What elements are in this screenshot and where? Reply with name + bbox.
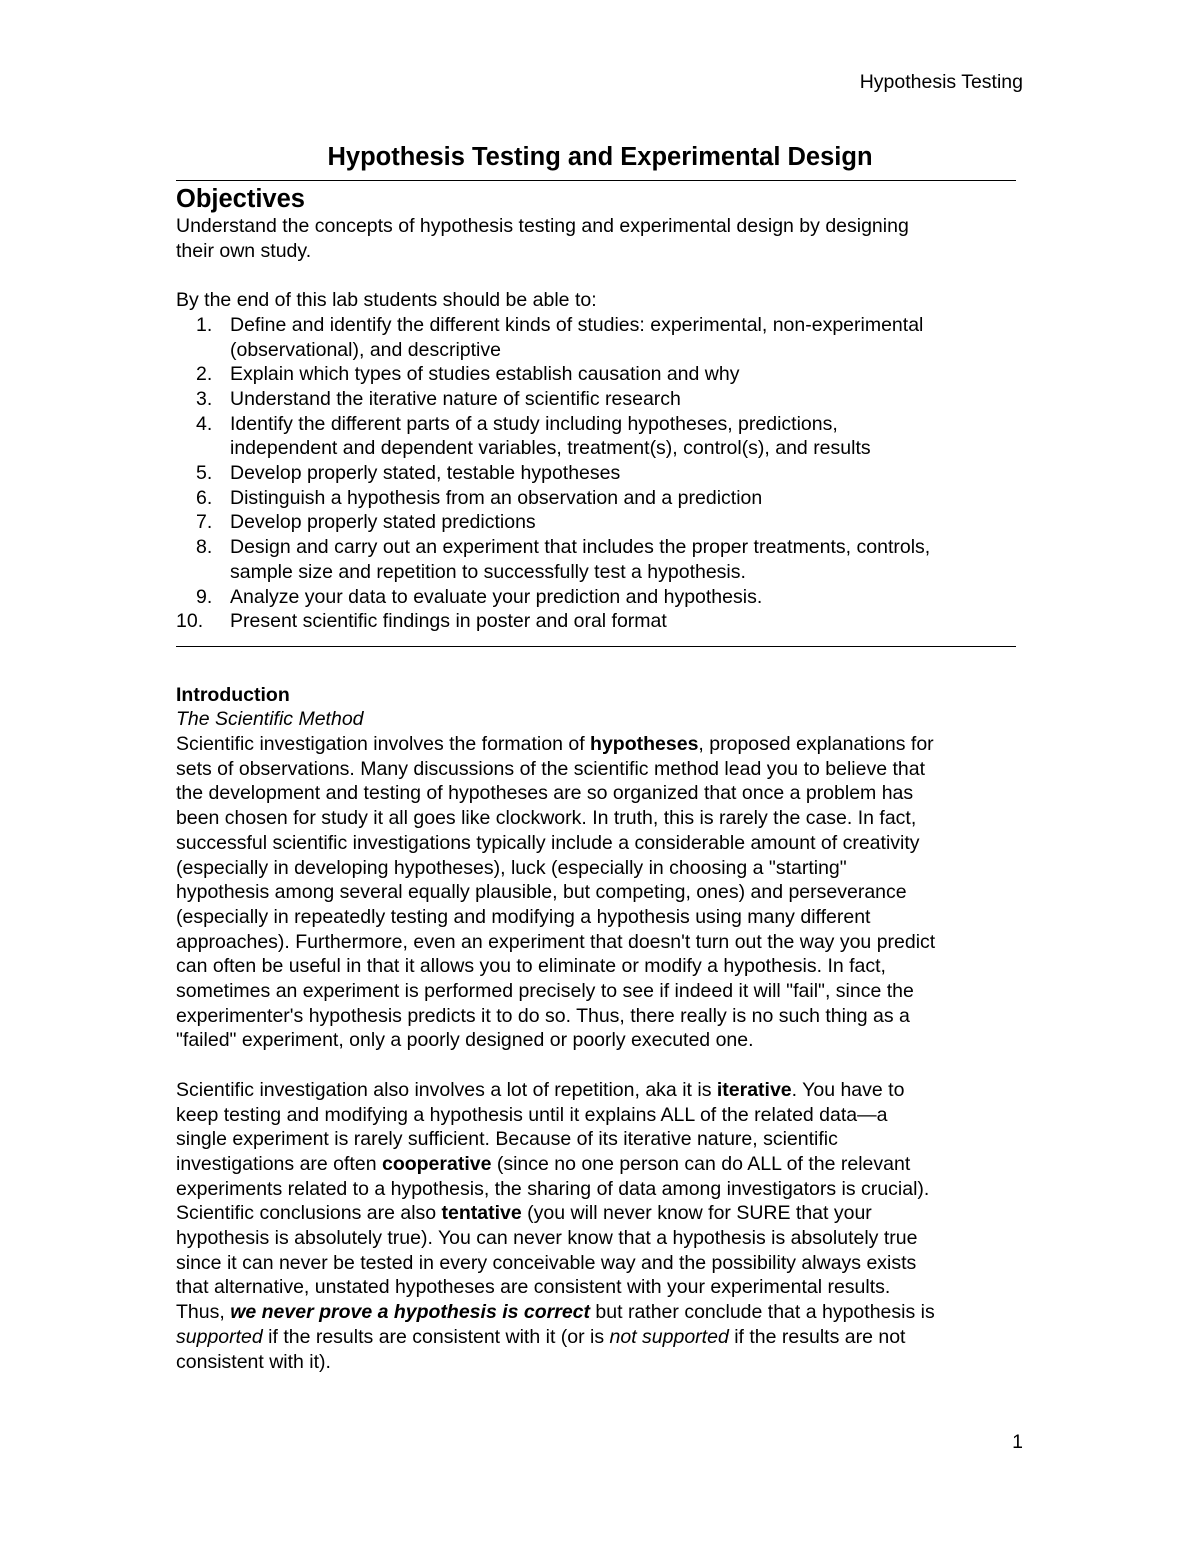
list-item: 6. Distinguish a hypothesis from an observation and a prediction: [196, 486, 763, 509]
list-item: 2. Explain which types of studies establish causation and why: [196, 363, 740, 386]
term-iterative: iterative: [716, 1078, 792, 1101]
horizontal-rule: [176, 176, 1016, 184]
horizontal-rule: [176, 634, 1016, 658]
introduction-heading: Introduction: [176, 683, 290, 706]
list-number: 9.: [196, 585, 213, 608]
list-number: 7.: [196, 511, 213, 534]
list-item: 8. Design and carry out an experiment that includes the proper treatments, controls, sample size and repetition to successfully test a hypothesis.: [196, 536, 931, 583]
list-number: 8.: [196, 536, 213, 559]
list-number: 5.: [196, 462, 213, 485]
list-item: 5. Develop properly stated, testable hypotheses: [196, 462, 621, 485]
emphasis-never-prove: we never prove a hypothesis is correct: [230, 1301, 591, 1324]
list-item: 4. Identify the different parts of a study including hypotheses, predictions, independent and dependent variables, treatment(s), control(s), and results: [196, 412, 871, 460]
list-number: 1.: [196, 313, 213, 336]
list-item: 3. Understand the iterative nature of scientific research: [196, 387, 681, 410]
objectives-heading: Objectives: [176, 185, 305, 213]
list-item: 10. Present scientific findings in poster and oral format: [176, 610, 667, 633]
introduction-subheading: The Scientific Method: [176, 708, 364, 731]
list-number: 6.: [196, 486, 213, 509]
introduction-paragraph-2: Scientific investigation also involves a lot of repetition, aka it is iterative. You have to keep testing and modifying a hypothesis until it explains ALL of the related data—a single experiment is rarely sufficient. Because of its iterative nature, scientific investigations are often cooperative (since no one person can do ALL of the relevant experiments related to a hypothesis, the sharing of data among investigators is crucial). Scientific conclusions are also tentative (you will never know for SURE that your hypothesis is absolutely true). You can never know that a hypothesis is absolutely true since it can never be tested in every conceivable way and the possibility always exists that alternative, unstated hypotheses are consistent with your experimental results. Thus, we never prove a hypothesis is correct but rather conclude that a hypothesis is supported if the results are consistent with it (or is not supported if the results are not consistent with it).: [176, 1078, 935, 1373]
introduction-paragraph-1: Scientific investigation involves the formation of hypotheses, proposed explanations for sets of observations. Many discussions of the scientific method lead you to believe that the development and testing of hypotheses are so organized that once a problem has been chosen for study it all goes like clockwork. In truth, this is rarely the case. In fact, successful scientific investigations typically include a considerable amount of creativity (especially in developing hypotheses), luck (especially in choosing a "starting" hypothesis among several equally plausible, but competing, ones) and perseverance (especially in repeatedly testing and modifying a hypothesis using many different approaches). Furthermore, even an experiment that doesn't turn out the way you predict can often be useful in that it allows you to eliminate or modify a hypothesis. In fact, sometimes an experiment is performed precisely to see if indeed it will "fail", since the experimenter's hypothesis predicts it to do so. Thus, there really is no such thing as a "failed" experiment, only a poorly designed or poorly executed one.: [176, 733, 936, 1052]
objectives-summary: [176, 214, 1026, 263]
page-content: [176, 138, 1026, 1374]
list-number: 4.: [196, 412, 213, 435]
summary-line: their own study.: [176, 239, 312, 262]
list-number: 2.: [196, 363, 213, 386]
list-number: 10.: [176, 610, 204, 633]
list-item: 9. Analyze your data to evaluate your prediction and hypothesis.: [196, 585, 763, 608]
term-hypotheses: hypotheses: [590, 733, 699, 756]
list-item: 7. Develop properly stated predictions: [196, 511, 536, 534]
running-header: Hypothesis Testing: [859, 71, 1023, 93]
list-item: 1. Define and identify the different kinds of studies: experimental, non-experimental (observational), and descriptive: [196, 313, 924, 361]
page-number: 1: [1012, 1431, 1023, 1453]
objectives-list: [176, 313, 1026, 634]
document-title: Hypothesis Testing and Experimental Design: [327, 143, 873, 171]
term-tentative: tentative: [441, 1202, 522, 1225]
list-number: 3.: [196, 387, 213, 410]
term-cooperative: cooperative: [381, 1152, 492, 1175]
objectives-lead-in: By the end of this lab students should be able to:: [176, 289, 597, 312]
term-supported: supported: [176, 1325, 263, 1348]
term-not-supported: not supported: [609, 1325, 729, 1348]
summary-line: Understand the concepts of hypothesis testing and experimental design by designing: [176, 215, 909, 237]
